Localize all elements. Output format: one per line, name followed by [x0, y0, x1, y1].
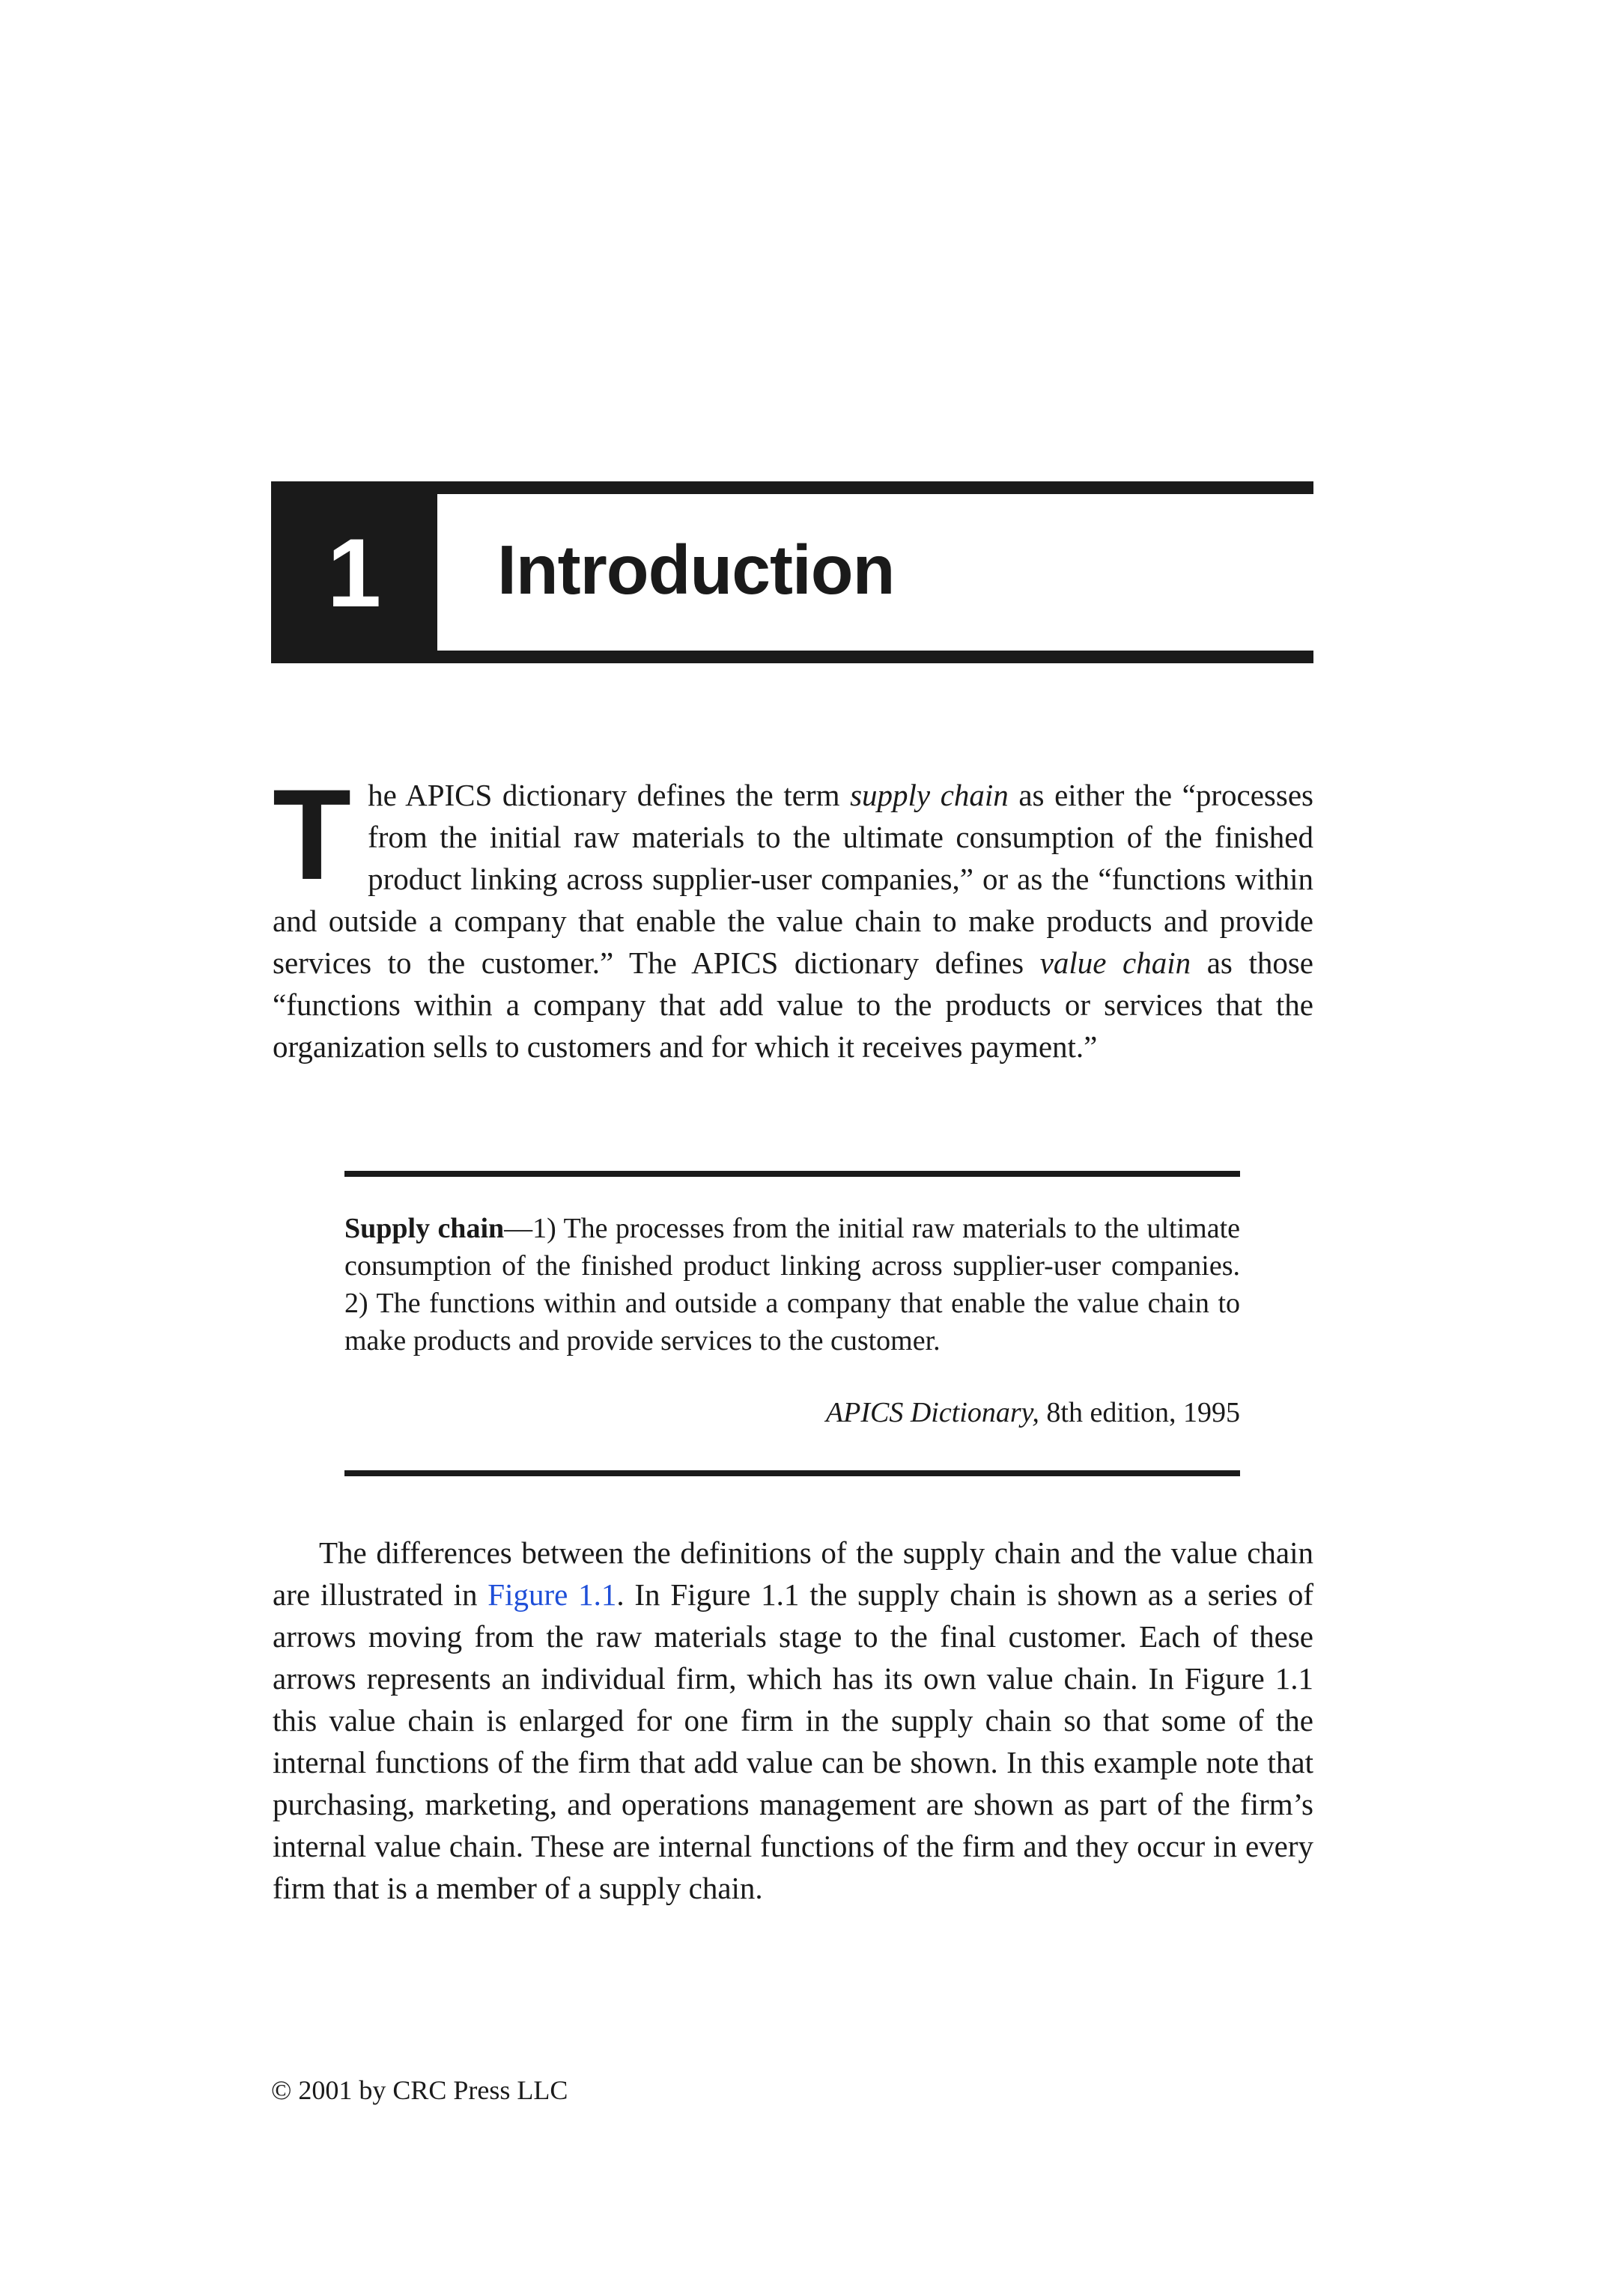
- definition-rule-bottom: [344, 1470, 1240, 1476]
- intro-text-2: as either the “processes from the initial raw materials to the ultimate consumption of the finished product linking across supplier-user companies,” or as the “functions within and outside a company that enable the value chain to make products and provide services to the customer.” The APICS dictionary defines: [273, 778, 1313, 980]
- definition-text: [344, 1210, 1240, 1359]
- intro-text-1: he APICS dictionary defines the term: [368, 778, 851, 812]
- term-value-chain: value chain: [1039, 945, 1191, 980]
- figure-link[interactable]: Figure 1.1: [487, 1577, 617, 1612]
- body-text-2: . In Figure 1.1 the supply chain is shown as a series of arrows moving from the raw materials stage to the final customer. Each of these arrows represents an individual firm, which has its own value chain. In Figure 1.1 this value chain is enlarged for one firm in the supply chain so that some of the internal functions of the firm that add value can be shown. In this example note that purchasing, marketing, and operations management are shown as part of the firm’s internal value chain. These are internal functions of the firm and they occur in every firm that is a member of a supply chain.: [273, 1577, 1314, 1905]
- chapter-rule-bottom: [437, 651, 1313, 663]
- intro-text-3: as those “functions within a company that add value to the products or services that the organization sells to customers and for which it receives payment.”: [273, 945, 1313, 1064]
- intro-paragraph: [273, 763, 1313, 1068]
- definition-body: —1) The processes from the initial raw materials to the ultimate consumption of the finished product linking across supplier-user companies. 2) The functions within and outside a company that enable the value chain to make products and provide services to the customer.: [344, 1213, 1240, 1356]
- definition-source-title: APICS Dictionary,: [825, 1397, 1039, 1428]
- copyright-notice: © 2001 by CRC Press LLC: [271, 2075, 568, 2105]
- chapter-number: 1: [271, 481, 437, 663]
- chapter-header: [271, 481, 1313, 663]
- definition-box: [344, 1171, 1240, 1476]
- chapter-title: Introduction: [497, 531, 895, 609]
- body-text-1: The differences between the definitions of the supply chain and the value chain are illustrated in: [273, 1535, 1313, 1612]
- definition-rule-top: [344, 1171, 1240, 1177]
- definition-term: Supply chain: [344, 1213, 505, 1244]
- term-supply-chain: supply chain: [850, 778, 1009, 812]
- body-paragraph: [273, 1532, 1313, 1909]
- chapter-rule-top: [437, 481, 1313, 494]
- definition-source: [826, 1394, 1240, 1431]
- drop-cap: T: [273, 763, 352, 907]
- definition-source-edition: 8th edition, 1995: [1039, 1397, 1240, 1428]
